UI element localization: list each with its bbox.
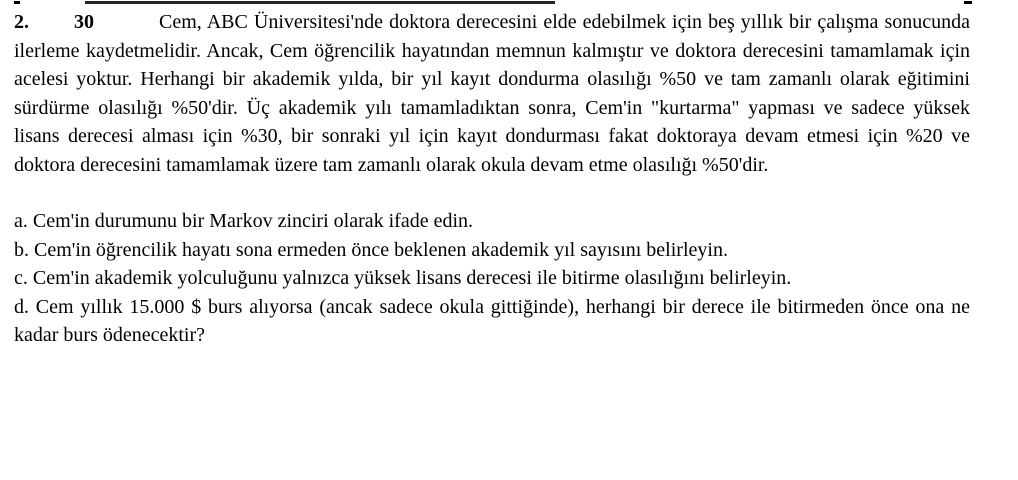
header-rule-middle bbox=[85, 1, 555, 4]
cropped-header-rule bbox=[0, 0, 1018, 6]
header-rule-right bbox=[964, 1, 972, 4]
question-list bbox=[14, 207, 970, 350]
question-a: a. Cem'in durumunu bir Markov zinciri olarak ifade edin. bbox=[14, 210, 474, 232]
problem-text: Cem, ABC Üniversitesi'nde doktora derecesini elde edebilmek için beş yıllık bir çalışma sonucunda ilerleme kaydetmelidir. Ancak, Cem öğrencilik hayatından memnun kalmıştır ve doktora derecesini tamamlamak için acelesi yoktur. Herhangi bir akademik yılda, bir yıl kayıt dondurma olasılığı %50 ve tam zamanlı olarak eğitimini sürdürme olasılığı %50'dir. Üç akademik yılı tamamladıktan sonra, Cem'in "kurtarma" yapması ve sadece yüksek lisans derecesi alması için %30, bir sonraki yıl için kayıt dondurması fakat doktoraya devam etmesi için %20 ve doktora derecesini tamamlamak üzere tam zamanlı olarak okula devam etme olasılığı %50'dir. bbox=[14, 11, 970, 176]
question-c: c. Cem'in akademik yolculuğunu yalnızca yüksek lisans derecesi ile bitirme olasılığını belirleyin. bbox=[14, 267, 792, 289]
problem-number: 2. bbox=[14, 11, 29, 33]
header-rule-left bbox=[14, 1, 20, 4]
problem-statement bbox=[14, 8, 970, 179]
question-b: b. Cem'in öğrencilik hayatı sona ermeden önce beklenen akademik yıl sayısını belirleyin. bbox=[14, 238, 728, 261]
question-d: d. Cem yıllık 15.000 $ burs alıyorsa (ancak sadece okula gittiğinde), herhangi bir derece ile bitirmeden önce ona ne kadar burs ödenecektir? bbox=[14, 295, 970, 346]
problem-points: 30 bbox=[74, 11, 94, 33]
document-body bbox=[14, 8, 970, 350]
